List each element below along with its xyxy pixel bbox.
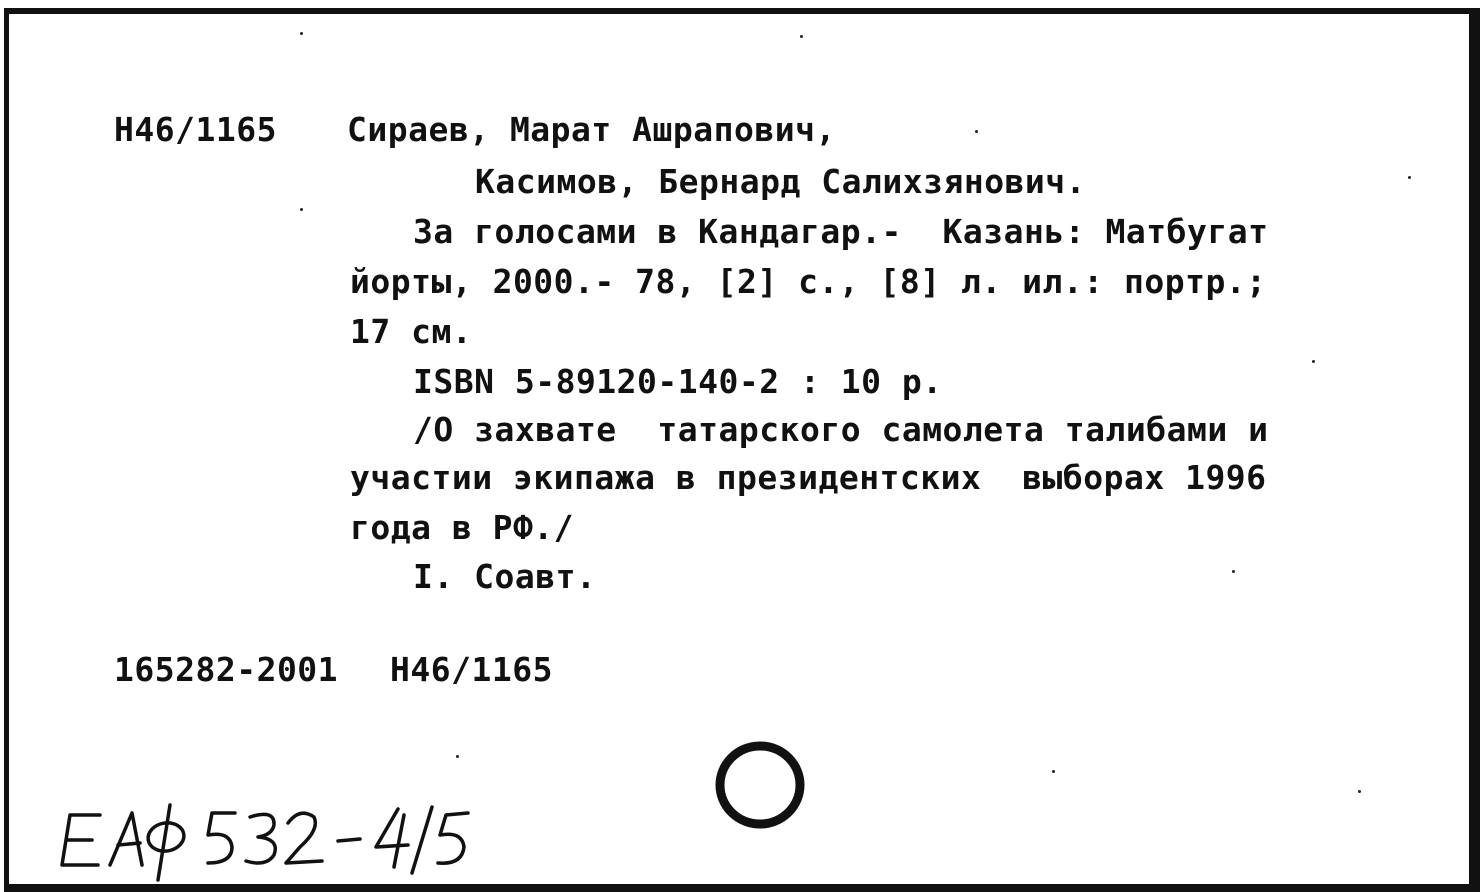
inventory-number: 165282-2001: [114, 650, 339, 689]
inventory-call-number: Н46/1165: [390, 650, 553, 689]
dust-speck: [975, 130, 978, 133]
dust-speck: [800, 35, 803, 38]
primary-author: Сираев, Марат Ашрапович,: [347, 110, 836, 149]
annotation-line-2: участии экипажа в президентских выборах 1996: [350, 458, 1267, 497]
punch-hole-icon: [713, 737, 809, 833]
dust-speck: [300, 32, 303, 35]
title-statement-line-1: За голосами в Кандагар.- Казань: Матбугат: [413, 212, 1269, 251]
annotation-line-1: /О захвате татарского самолета талибами и: [413, 410, 1269, 449]
dust-speck: [1408, 176, 1411, 179]
dust-speck: [1232, 570, 1235, 573]
dust-speck: [300, 208, 303, 211]
annotation-line-3: года в РФ./: [350, 508, 575, 547]
dust-speck: [1312, 360, 1315, 363]
title-statement-line-2: йорты, 2000.- 78, [2] с., [8] л. ил.: портр.;: [350, 262, 1267, 301]
handwritten-code-icon: [60, 795, 560, 885]
isbn-price: ISBN 5-89120-140-2 : 10 р.: [413, 362, 943, 401]
call-number: Н46/1165: [114, 110, 277, 149]
title-statement-line-3: 17 см.: [350, 312, 473, 351]
dust-speck: [1358, 790, 1361, 793]
dust-speck: [456, 755, 459, 758]
secondary-author: Касимов, Бернард Салихзянович.: [475, 162, 1087, 201]
coauthor-entry: I. Соавт.: [413, 557, 597, 596]
dust-speck: [1052, 770, 1055, 773]
